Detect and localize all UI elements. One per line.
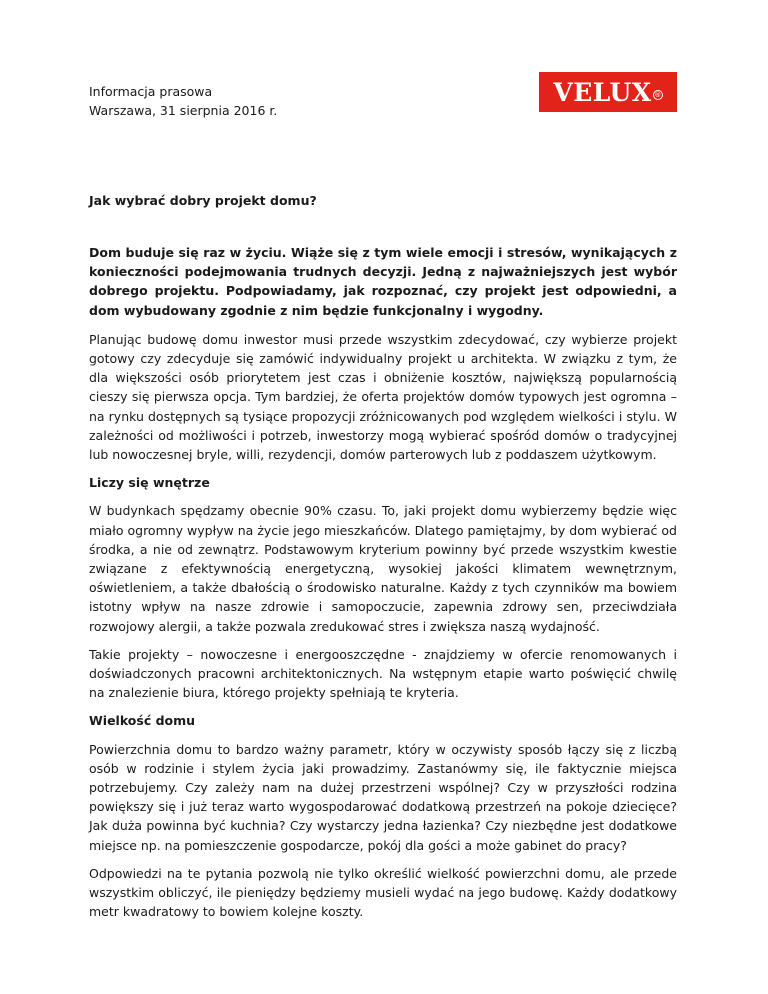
paragraph-size-1: Powierzchnia domu to bardzo ważny parametr, który w oczywisty sposób łączy się z liczbą osób w rodzinie i stylem życia jaki prowadzimy. Zastanówmy się, ile faktycznie miejsca potrzebujemy. Czy zależy nam na dużej przestrzeni wspólnej? Czy w przyszłości rodzina powiększy się i już teraz warto wygospodarować dodatkową przestrzeń na pokoje dziecięce? Jak duża powinna być kuchnia? Czy wystarczy jedna łazienka? Czy niezbędne jest dodatkowe miejsce np. na pomieszczenie gospodarcze, pokój dla gości a może gabinet do pracy? xyxy=(89,741,677,853)
velux-logo xyxy=(539,72,677,112)
paragraph-interior-1: W budynkach spędzamy obecnie 90% czasu. To, jaki projekt domu wybierzemy będzie więc miało ogromny wypływ na życie jego mieszkańców. Dlatego pamiętajmy, by dom wybierać od środka, a nie od zewnątrz. Podstawowym kryterium powinny być przede wszystkim kwestie związane z efektywnością energetyczną, wysokiej jakości klimatem wewnętrznym, oświetleniem, a także dbałością o środowisko naturalne. Każdy z tych czynników ma bowiem istotny wpływ na nasze zdrowie i samopoczucie, zapewnia zdrowy sen, przeciwdziała rozwojowy alergii, a także pozwala zredukować stres i zwiększa naszą wydajność. xyxy=(89,503,677,634)
logo-wordmark: VELUX xyxy=(553,77,652,107)
paragraph-size-2: Odpowiedzi na te pytania pozwolą nie tylko określić wielkość powierzchni domu, ale przede wszystkim obliczyć, ile pieniędzy będziemy musieli wydać na jego budowę. Każdy dodatkowy metr kwadratowy to bowiem kolejne koszty. xyxy=(89,865,677,920)
section-heading-interior: Liczy się wnętrze xyxy=(89,475,210,491)
paragraph-intro: Planując budowę domu inwestor musi przede wszystkim zdecydować, czy wybierze projekt gotowy czy zdecyduje się zamówić indywidualny projekt u architekta. W związku z tym, że dla większości osób priorytetem jest czas i obniżenie kosztów, największą popularnością cieszy się pierwsza opcja. Tym bardziej, że oferta projektów domów typowych jest ogromna – na rynku dostępnych są tysiące propozycji zróżnicowanych pod względem wielkości i stylu. W zależności od możliwości i potrzeb, inwestorzy mogą wybierać spośród domów o tradycyjnej lub nowoczesnej bryle, willi, rezydencji, domów parterowych lub z poddaszem użytkowym. xyxy=(89,331,677,463)
lead-paragraph: Dom buduje się raz w życiu. Wiąże się z tym wiele emocji i stresów, wynikających z konieczności podejmowania trudnych decyzji. Jedną z najważniejszych jest wybór dobrego projektu. Podpowiadamy, jak rozpoznać, czy projekt jest odpowiedni, a dom wybudowany zgodnie z nim będzie funkcjonalny i wygodny. xyxy=(89,245,677,318)
section-heading-size: Wielkość domu xyxy=(89,713,196,729)
paragraph-interior-2: Takie projekty – nowoczesne i energooszczędne - znajdziemy w ofercie renomowanych i doświadczonych pracowni architektonicznych. Na wstępnym etapie warto poświęcić chwilę na znalezienie biura, którego projekty spełniają te kryteria. xyxy=(89,646,677,701)
press-header xyxy=(89,82,277,120)
press-release-label: Informacja prasowa xyxy=(89,84,213,99)
document-body xyxy=(89,243,677,931)
date-line: Warszawa, 31 sierpnia 2016 r. xyxy=(89,103,278,118)
document-title: Jak wybrać dobry projekt domu? xyxy=(89,193,317,208)
registered-mark: ® xyxy=(654,91,662,99)
